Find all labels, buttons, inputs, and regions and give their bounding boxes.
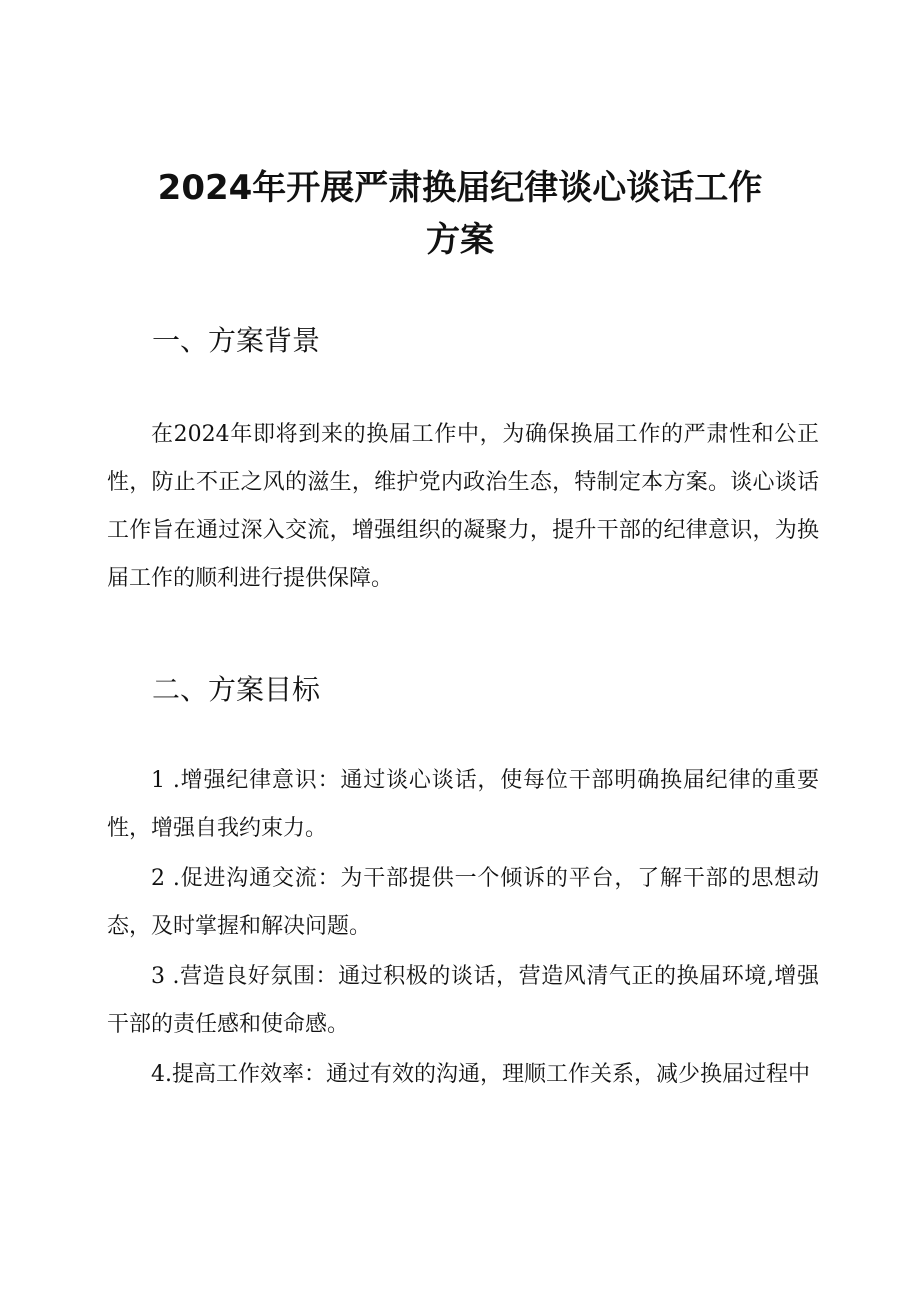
section-heading-background: 一、方案背景 xyxy=(152,324,321,357)
document-title-line2: 方案 xyxy=(426,220,494,260)
section-heading-goals: 二、方案目标 xyxy=(152,673,321,706)
goal-item-2: 2 .促进沟通交流：为干部提供一个倾诉的平台，了解干部的思想动态，及时掌握和解决问题。 xyxy=(107,866,819,939)
goal-item-4: 4.提高工作效率：通过有效的沟通，理顺工作关系，减少换届过程中 xyxy=(151,1062,810,1087)
goal-item-1: 1 .增强纪律意识：通过谈心谈话，使每位干部明确换届纪律的重要性，增强自我约束力。 xyxy=(107,768,819,841)
document-title-line1: 2024年开展严肃换届纪律谈心谈话工作 xyxy=(157,168,763,208)
goal-item-3: 3 .营造良好氛围：通过积极的谈话，营造风清气正的换届环境,增强干部的责任感和使命感。 xyxy=(107,964,819,1037)
background-paragraph: 在2024年即将到来的换届工作中，为确保换届工作的严肃性和公正性，防止不正之风的滋生，维护党内政治生态，特制定本方案。谈心谈话工作旨在通过深入交流，增强组织的凝聚力，提升干部的纪律意识，为换届工作的顺利进行提供保障。 xyxy=(107,422,819,591)
